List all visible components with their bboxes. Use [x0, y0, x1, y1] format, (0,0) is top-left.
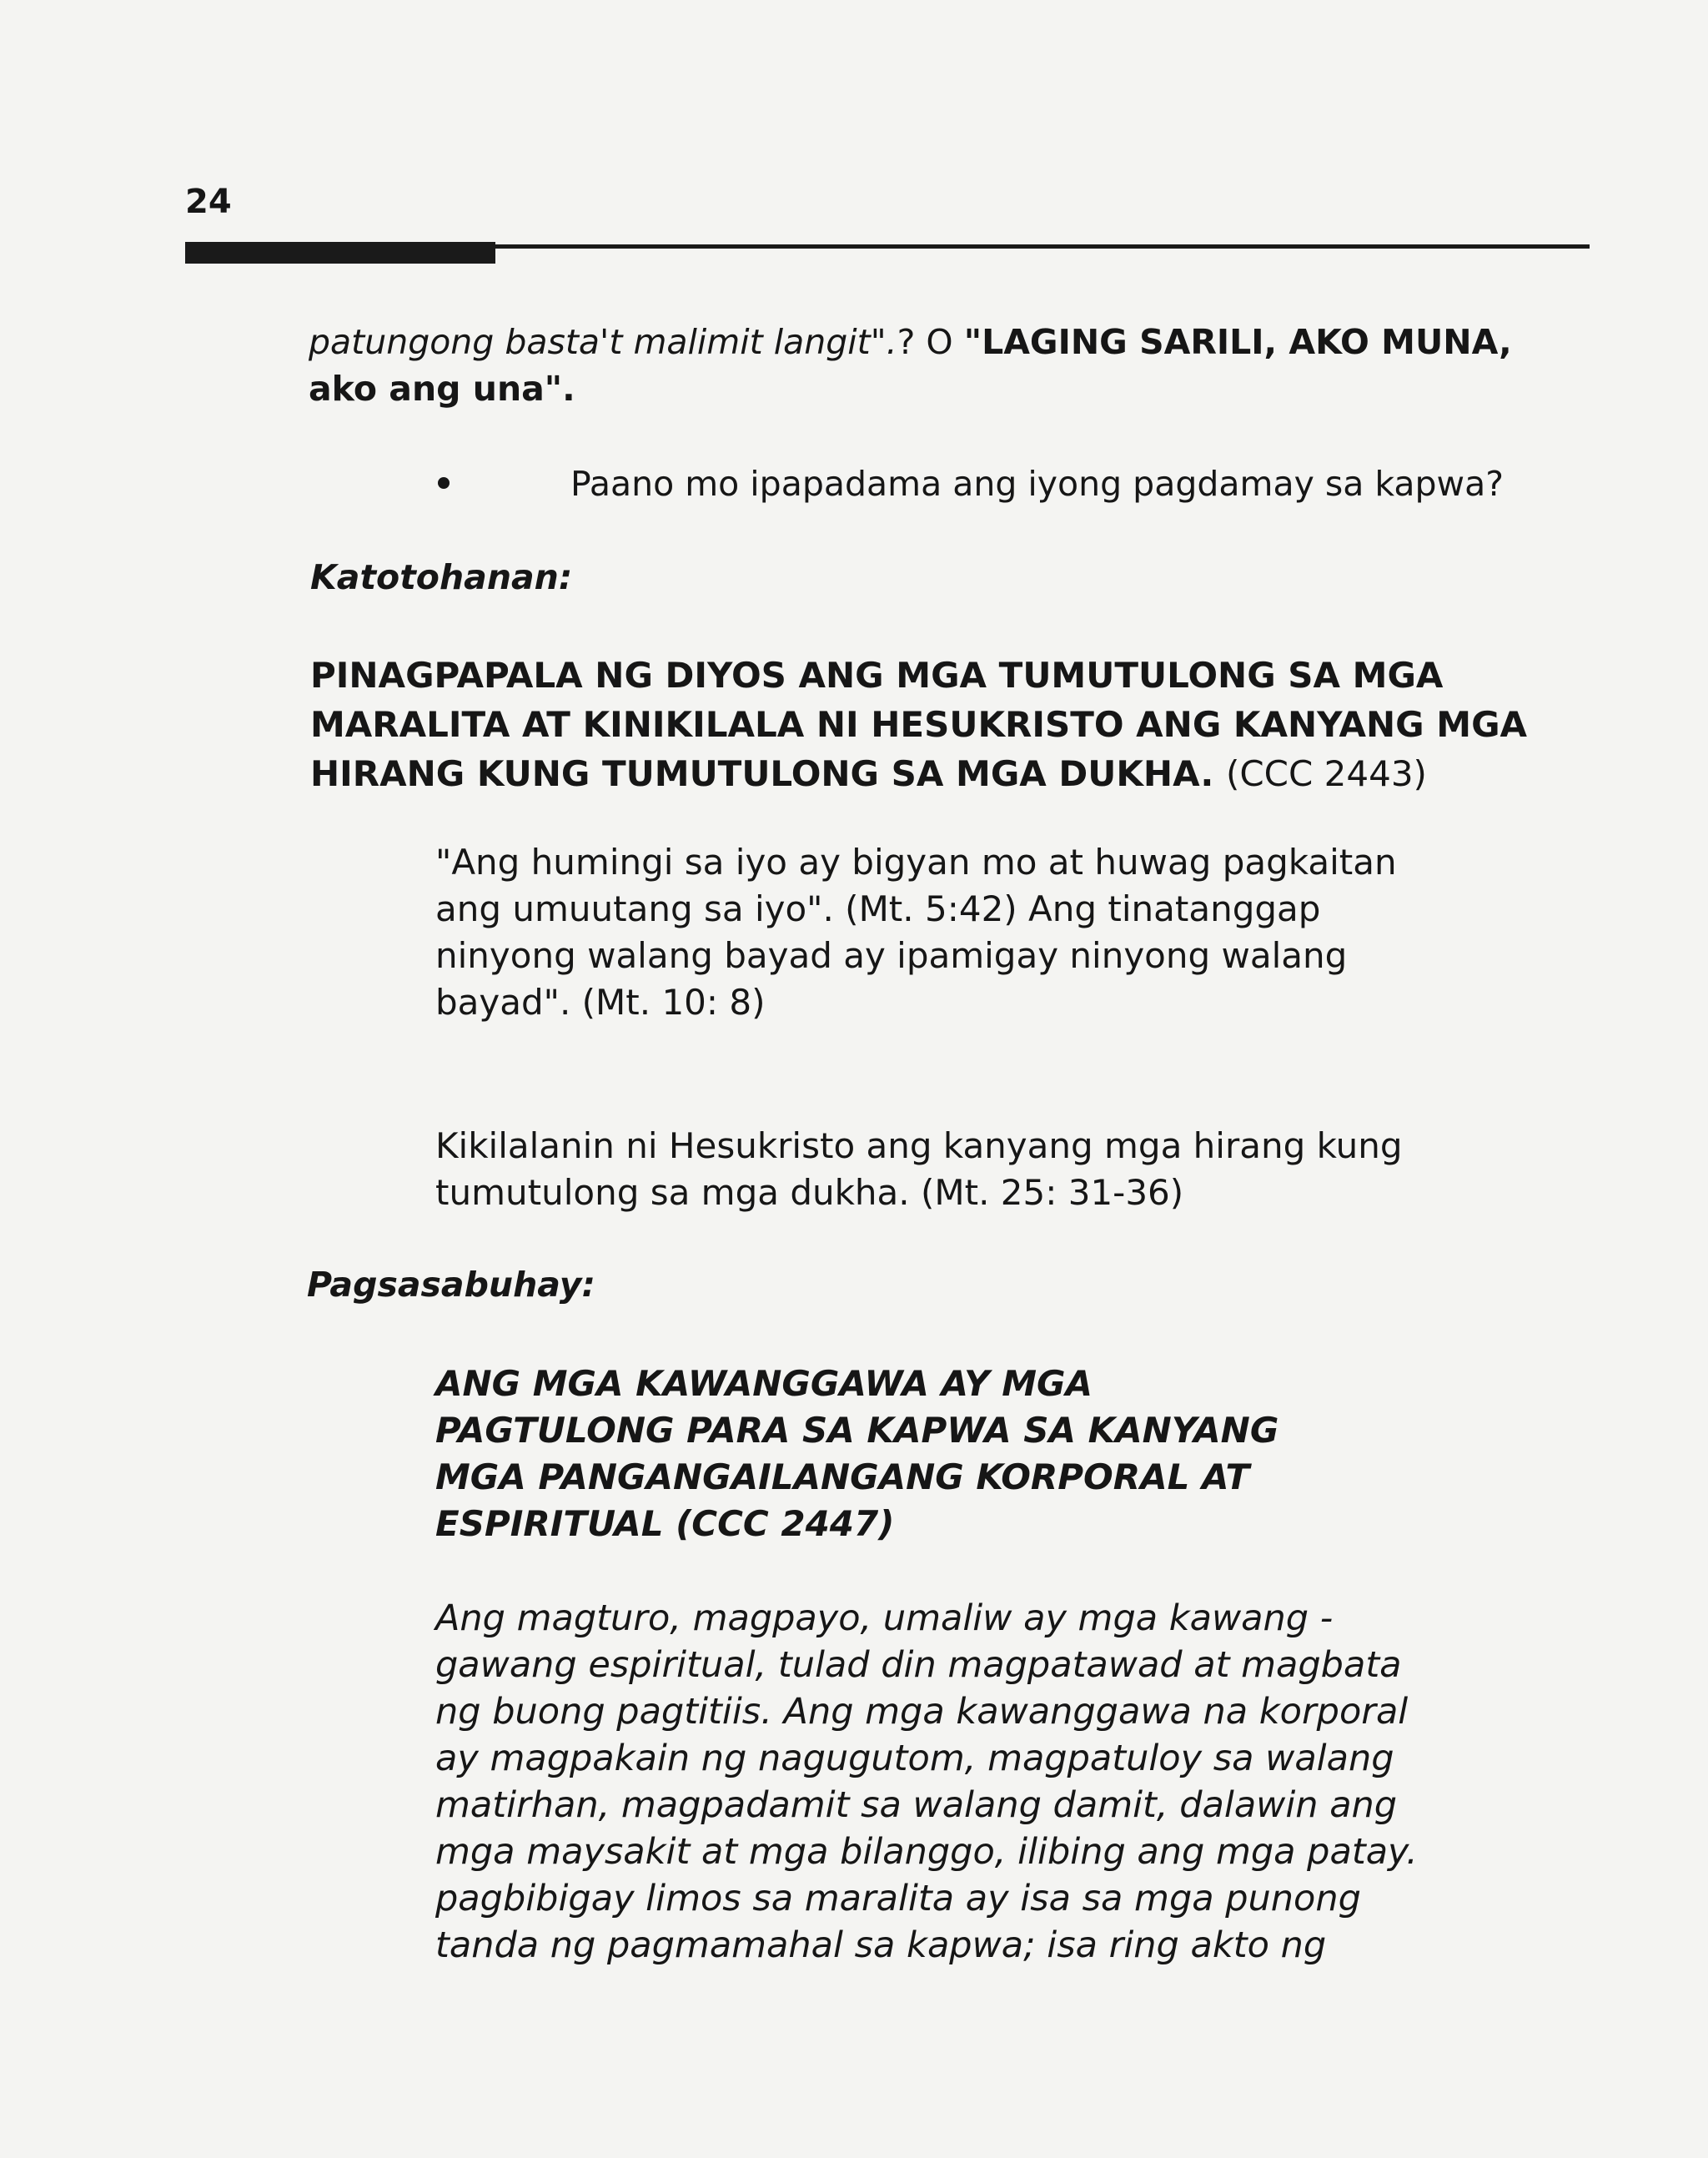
pagsasabuhay-body-line-2: gawang espiritual, tulad din magpatawad at magbata	[435, 1644, 1402, 1686]
katotohanan-heading: Katotohanan:	[310, 557, 573, 597]
page-number: 24	[185, 183, 232, 221]
pagsasabuhay-statement-line-4: ESPIRITUAL (CCC 2447)	[435, 1503, 895, 1544]
pagsasabuhay-heading: Pagsasabuhay:	[307, 1265, 595, 1305]
intro-line-2: ako ang una".	[309, 369, 575, 409]
pagsasabuhay-body-line-7: pagbibigay limos sa maralita ay isa sa mga punong	[435, 1878, 1361, 1919]
katotohanan-statement-text: HIRANG KUNG TUMUTULONG SA MGA DUKHA.	[310, 753, 1214, 794]
quote-line-1: "Ang humingi sa iyo ay bigyan mo at huwag pagkaitan	[435, 842, 1397, 883]
quote-line-3: ninyong walang bayad ay ipamigay ninyong walang	[435, 935, 1348, 976]
pagsasabuhay-statement-line-3: MGA PANGANGAILANGANG KORPORAL AT	[435, 1456, 1250, 1497]
katotohanan-statement-line-1: PINAGPAPALA NG DIYOS ANG MGA TUMUTULONG SA MGA	[310, 655, 1444, 696]
quote-line-2: ang umuutang sa iyo". (Mt. 5:42) Ang tinatanggap	[435, 888, 1321, 929]
recognition-line-1: Kikilalanin ni Hesukristo ang kanyang mga hirang kung	[435, 1125, 1403, 1166]
intro-bold: "LAGING SARILI, AKO MUNA,	[963, 322, 1512, 362]
pagsasabuhay-body-line-4: ay magpakain ng nagugutom, magpatuloy sa walang	[435, 1738, 1394, 1779]
pagsasabuhay-body-line-3: ng buong pagtitiis. Ang mga kawanggawa na korporal	[435, 1691, 1409, 1733]
intro-italic: patungong basta't malimit langit".	[309, 322, 897, 362]
pagsasabuhay-statement-line-1: ANG MGA KAWANGGAWA AY MGA	[435, 1363, 1093, 1404]
quote-line-4: bayad". (Mt. 10: 8)	[435, 982, 766, 1023]
pagsasabuhay-body-line-6: mga maysakit at mga bilanggo, ilibing ang mga patay.	[435, 1831, 1418, 1873]
pagsasabuhay-body-line-5: matirhan, magpadamit sa walang damit, dalawin ang	[435, 1784, 1398, 1826]
recognition-line-2: tumutulong sa mga dukha. (Mt. 25: 31-36)	[435, 1172, 1184, 1213]
katotohanan-reference: (CCC 2443)	[1225, 753, 1427, 794]
katotohanan-statement-line-2: MARALITA AT KINIKILALA NI HESUKRISTO ANG KANYANG MGA	[310, 704, 1528, 745]
intro-plain: ? O	[897, 322, 964, 362]
katotohanan-statement-line-3	[310, 749, 1427, 798]
intro-line-1	[309, 319, 1512, 365]
bullet-item	[438, 460, 1504, 507]
pagsasabuhay-body-line-8: tanda ng pagmamahal sa kapwa; isa ring akto ng	[435, 1924, 1327, 1966]
header-rule-thick	[185, 242, 495, 264]
pagsasabuhay-statement-line-2: PAGTULONG PARA SA KAPWA SA KANYANG	[435, 1410, 1279, 1451]
bullet-question: Paano mo ipapadama ang iyong pagdamay sa kapwa?	[570, 464, 1504, 504]
bullet-icon	[438, 477, 450, 489]
pagsasabuhay-body-line-1: Ang magturo, magpayo, umaliw ay mga kawang -	[435, 1597, 1334, 1639]
